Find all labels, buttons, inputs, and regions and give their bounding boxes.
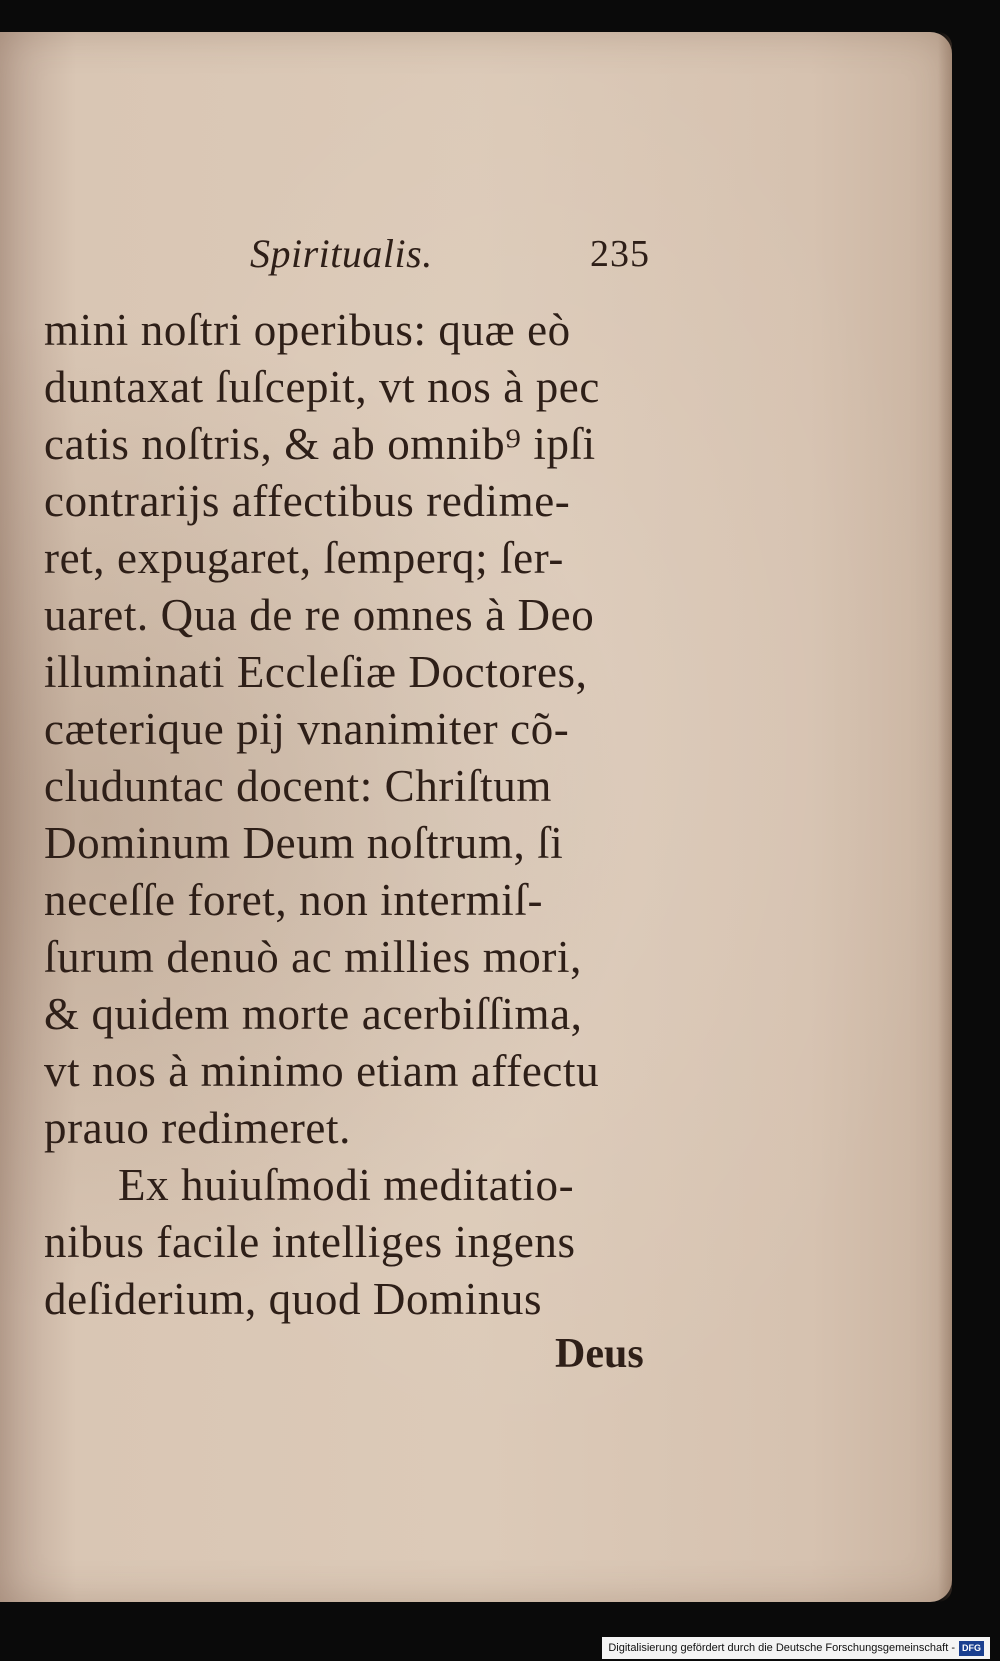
text-line: neceſſe foret, non intermiſ- (44, 875, 544, 925)
dfg-logo: DFG (959, 1641, 984, 1656)
text-line: illuminati Eccleſiæ Doctores, (44, 647, 588, 697)
book-page (0, 32, 952, 1602)
page-edge (938, 32, 952, 1602)
text-line-paragraph-start: Ex huiuſmodi meditatio- (118, 1160, 575, 1210)
catchword: Deus (555, 1331, 644, 1377)
text-line: duntaxat ſuſcepit, vt nos à pec (44, 362, 600, 412)
text-line: contrarijs affectibus redime- (44, 476, 571, 526)
text-line: catis noſtris, & ab omnib⁹ ipſi (44, 419, 596, 469)
text-line: nibus facile intelliges ingens (44, 1217, 576, 1267)
text-line: Dominum Deum noſtrum, ſi (44, 818, 564, 868)
credit-text: Digitalisierung gefördert durch die Deutsche Forschungsgemeinschaft - (608, 1642, 955, 1654)
text-line: deſiderium, quod Dominus (44, 1274, 543, 1324)
page-number: 235 (590, 233, 650, 275)
text-line: & quidem morte acerbiſſima, (44, 989, 583, 1039)
text-line: ret, expugaret, ſemperq; ſer- (44, 533, 565, 583)
text-line: prauo redimeret. (44, 1103, 351, 1153)
text-line: mini noſtri operibus: quæ eò (44, 305, 571, 355)
body-text (44, 302, 674, 1328)
text-line: cluduntac docent: Chriſtum (44, 761, 552, 811)
running-title: Spiritualis. (250, 231, 433, 276)
text-line: vt nos à minimo etiam affectu (44, 1046, 600, 1096)
running-head (250, 230, 670, 280)
text-line: cæterique pij vnanimiter cõ- (44, 704, 570, 754)
text-line: uaret. Qua de re omnes à Deo (44, 590, 595, 640)
text-line: ſurum denuò ac millies mori, (44, 932, 582, 982)
digitization-credit (602, 1637, 990, 1659)
